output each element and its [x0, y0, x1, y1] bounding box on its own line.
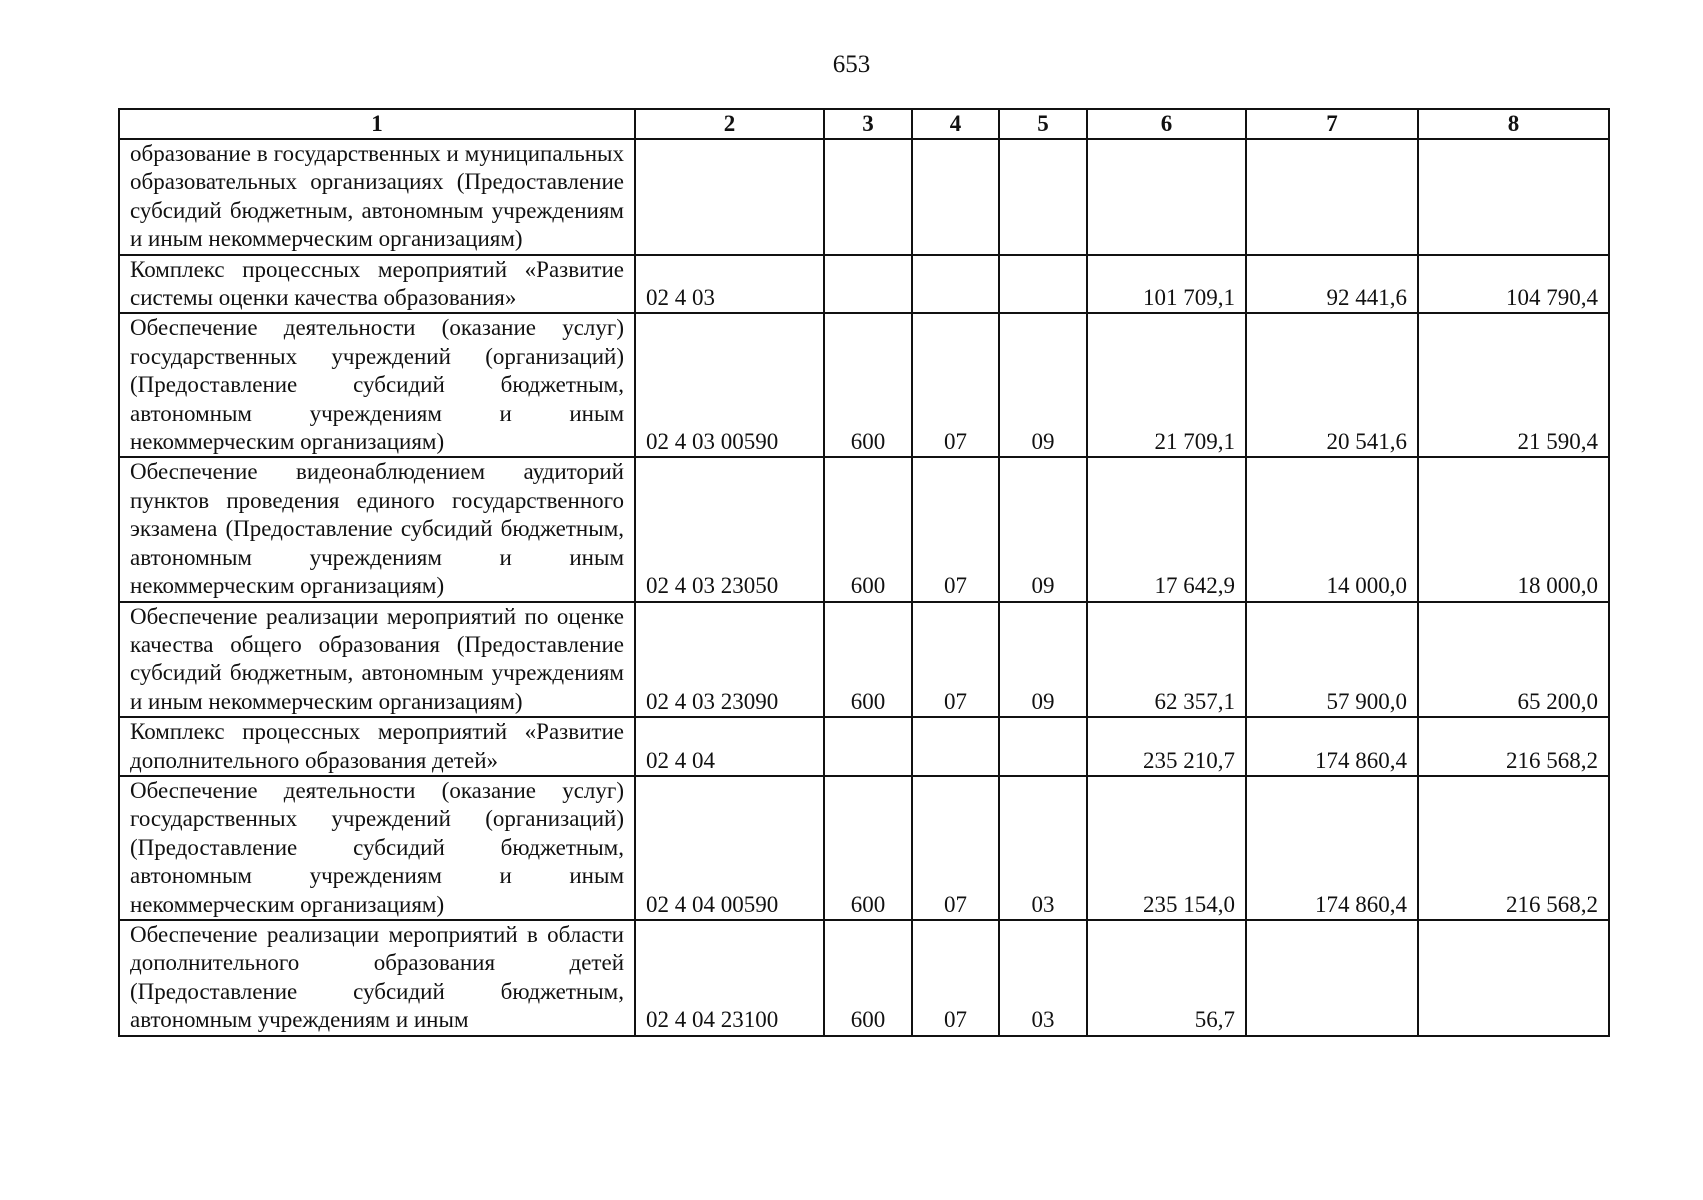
row-value-7 — [1246, 139, 1418, 255]
row-value-7 — [1246, 920, 1418, 1036]
row-description: Обеспечение видеонаблюдением аудиторий пунктов проведения единого государственного экзамена (Предоставление субсидий бюджетным, автономным учреждениям и иным некоммерческим организациям) — [119, 457, 635, 601]
page-number: 653 — [832, 51, 871, 78]
row-col3: 600 — [824, 457, 912, 601]
header-cell-3: 3 — [824, 109, 912, 139]
row-col4: 07 — [912, 602, 999, 718]
row-description: Обеспечение деятельности (оказание услуг) государственных учреждений (организаций) (Предоставление субсидий бюджетным, автономным учреждениям и иным некоммерческим организациям) — [119, 313, 635, 457]
row-value-8 — [1418, 139, 1609, 255]
row-description: Комплекс процессных мероприятий «Развитие системы оценки качества образования» — [119, 255, 635, 314]
header-cell-4: 4 — [912, 109, 999, 139]
row-code: 02 4 04 — [635, 717, 824, 776]
row-code: 02 4 03 23050 — [635, 457, 824, 601]
row-value-7: 174 860,4 — [1246, 717, 1418, 776]
row-code: 02 4 03 00590 — [635, 313, 824, 457]
row-value-6: 56,7 — [1087, 920, 1246, 1036]
row-value-8: 18 000,0 — [1418, 457, 1609, 601]
row-col4: 07 — [912, 313, 999, 457]
table-row — [119, 920, 1609, 1036]
row-col4: 07 — [912, 920, 999, 1036]
row-code: 02 4 04 00590 — [635, 776, 824, 920]
header-cell-6: 6 — [1087, 109, 1246, 139]
header-cell-7: 7 — [1246, 109, 1418, 139]
row-value-8: 104 790,4 — [1418, 255, 1609, 314]
budget-table — [118, 108, 1610, 1037]
row-value-6: 101 709,1 — [1087, 255, 1246, 314]
row-col3 — [824, 139, 912, 255]
row-description: Обеспечение деятельности (оказание услуг) государственных учреждений (организаций) (Предоставление субсидий бюджетным, автономным учреждениям и иным некоммерческим организациям) — [119, 776, 635, 920]
row-col3: 600 — [824, 776, 912, 920]
row-col3 — [824, 255, 912, 314]
row-description: Обеспечение реализации мероприятий в области дополнительного образования детей (Предоставление субсидий бюджетным, автономным учреждениям и иным — [119, 920, 635, 1036]
row-col5 — [999, 255, 1087, 314]
table-row — [119, 255, 1609, 314]
row-code — [635, 139, 824, 255]
table-row — [119, 313, 1609, 457]
header-cell-8: 8 — [1418, 109, 1609, 139]
row-value-6: 235 154,0 — [1087, 776, 1246, 920]
row-value-6: 21 709,1 — [1087, 313, 1246, 457]
table-row — [119, 602, 1609, 718]
row-col4: 07 — [912, 457, 999, 601]
row-col5: 09 — [999, 457, 1087, 601]
header-cell-5: 5 — [999, 109, 1087, 139]
row-col4: 07 — [912, 776, 999, 920]
row-description: образование в государственных и муниципальных образовательных организациях (Предоставление субсидий бюджетным, автономным учреждениям и иным некоммерческим организациям) — [119, 139, 635, 255]
row-value-6: 62 357,1 — [1087, 602, 1246, 718]
row-value-8: 65 200,0 — [1418, 602, 1609, 718]
row-col5: 03 — [999, 776, 1087, 920]
row-code: 02 4 03 — [635, 255, 824, 314]
row-code: 02 4 04 23100 — [635, 920, 824, 1036]
header-cell-1: 1 — [119, 109, 635, 139]
row-col4 — [912, 139, 999, 255]
row-value-7: 14 000,0 — [1246, 457, 1418, 601]
row-col4 — [912, 717, 999, 776]
row-col4 — [912, 255, 999, 314]
row-description: Комплекс процессных мероприятий «Развитие дополнительного образования детей» — [119, 717, 635, 776]
row-value-6 — [1087, 139, 1246, 255]
row-col5: 09 — [999, 602, 1087, 718]
row-value-6: 17 642,9 — [1087, 457, 1246, 601]
row-col5 — [999, 717, 1087, 776]
row-value-7: 57 900,0 — [1246, 602, 1418, 718]
row-value-8: 216 568,2 — [1418, 776, 1609, 920]
header-row — [119, 109, 1609, 139]
row-col5: 09 — [999, 313, 1087, 457]
row-value-8 — [1418, 920, 1609, 1036]
row-code: 02 4 03 23090 — [635, 602, 824, 718]
row-col3 — [824, 717, 912, 776]
table-row — [119, 139, 1609, 255]
row-value-7: 174 860,4 — [1246, 776, 1418, 920]
row-col3: 600 — [824, 602, 912, 718]
row-col3: 600 — [824, 920, 912, 1036]
row-col5 — [999, 139, 1087, 255]
row-value-7: 20 541,6 — [1246, 313, 1418, 457]
row-description: Обеспечение реализации мероприятий по оценке качества общего образования (Предоставление субсидий бюджетным, автономным учреждениям и иным некоммерческим организациям) — [119, 602, 635, 718]
row-value-7: 92 441,6 — [1246, 255, 1418, 314]
row-value-8: 216 568,2 — [1418, 717, 1609, 776]
row-col5: 03 — [999, 920, 1087, 1036]
row-value-6: 235 210,7 — [1087, 717, 1246, 776]
table-row — [119, 776, 1609, 920]
header-cell-2: 2 — [635, 109, 824, 139]
table-row — [119, 717, 1609, 776]
row-value-8: 21 590,4 — [1418, 313, 1609, 457]
table-row — [119, 457, 1609, 601]
row-col3: 600 — [824, 313, 912, 457]
